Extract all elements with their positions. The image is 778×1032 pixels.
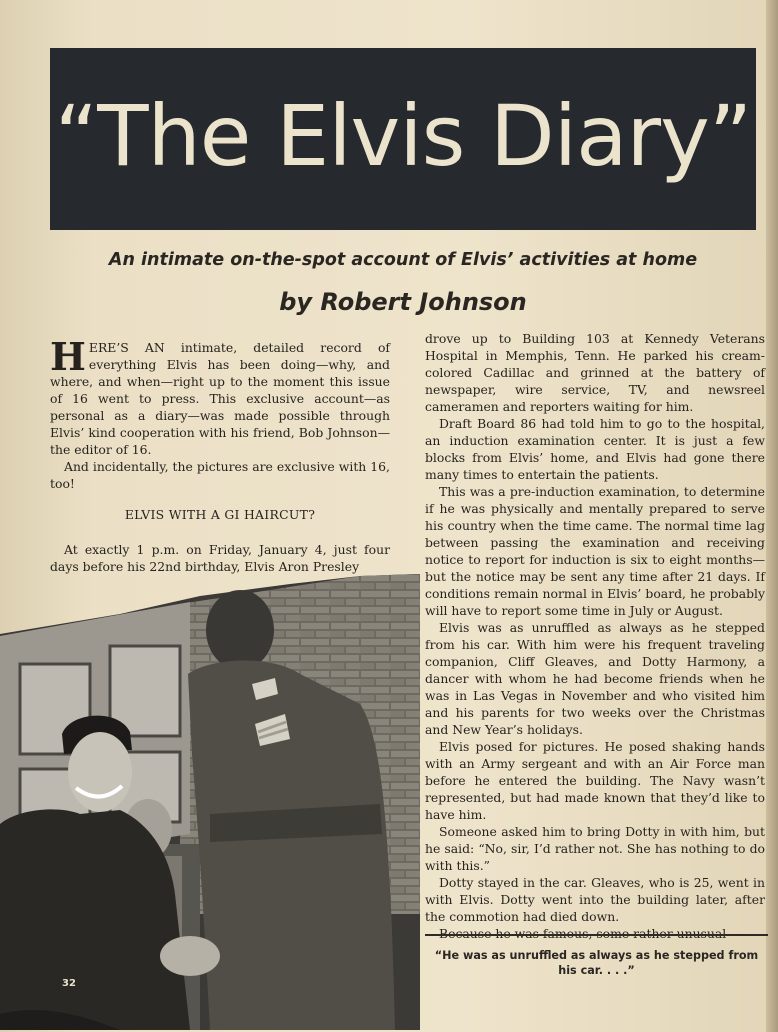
right-paragraph-3: This was a pre-induction examination, to determine if he was physically and mentally prepared to serve his country when the time came. The normal time lag between passing the examination and receiving notice to report for induction is six to eight months—but the notice may be sent any time after 21 days. If conditions remain normal in Elvis’ board, he probably will have to report some time in July or August. <box>425 484 765 618</box>
pullquote-rule <box>425 934 768 936</box>
right-paragraph-6: Someone asked him to bring Dotty in with him, but he said: “No, sir, I’d rather not. She has nothing to do with this.” <box>425 824 765 873</box>
pullquote: “He was as unruffled as always as he stepped from his car. . . .” <box>434 949 759 977</box>
drop-cap: H <box>50 334 86 379</box>
article-title: “The Elvis Diary” <box>54 87 752 185</box>
left-paragraph-1-text: ERE’S AN intimate, detailed record of everything Elvis has been doing—why, and where, and when—right up to the moment this issue of 16 went to press. This exclusive account—as personal as a diary—was made possible through Elvis’ kind cooperation with his friend, Bob Johnson—the editor of 16. <box>50 340 390 457</box>
title-banner <box>50 48 756 230</box>
left-paragraph-2: And incidentally, the pictures are exclusive with 16, too! <box>50 459 390 491</box>
article-photo <box>0 574 420 1030</box>
right-paragraph-5: Elvis posed for pictures. He posed shaking hands with an Army sergeant and with an Air Force man before he entered the building. The Navy wasn’t represented, but had made known that they’d like to have him. <box>425 739 765 822</box>
article-byline: by Robert Johnson <box>279 288 527 316</box>
left-column <box>50 334 390 575</box>
right-paragraph-4: Elvis was as unruffled as always as he stepped from his car. With him were his frequent traveling companion, Cliff Gleaves, and Dotty Harmony, a dancer with whom he had become friends when he was in Las Vegas in November and who visited him and his parents for two weeks over the Christmas and New Year’s holidays. <box>425 620 765 737</box>
left-paragraph-1 <box>50 334 390 458</box>
right-paragraph-7: Dotty stayed in the car. Gleaves, who is 25, went in with Elvis. Dotty went into the building later, after the commotion had died down. <box>425 875 765 924</box>
section-heading: ELVIS WITH A GI HAIRCUT? <box>124 507 316 522</box>
article-subtitle: An intimate on-the-spot account of Elvis’ activities at home <box>108 250 698 270</box>
left-paragraph-3: At exactly 1 p.m. on Friday, January 4, just four days before his 22nd birthday, Elvis Aron Presley <box>50 542 390 574</box>
right-column <box>425 330 765 942</box>
right-paragraph-1: drove up to Building 103 at Kennedy Veterans Hospital in Memphis, Tenn. He parked his cream-colored Cadillac and grinned at the battery of newspaper, wire service, TV, and newsreel cameramen and reporters waiting for him. <box>425 331 765 414</box>
page-spine-edge <box>766 0 778 1032</box>
right-paragraph-2: Draft Board 86 had told him to go to the hospital, an induction examination center. It is just a few blocks from Elvis’ home, and Elvis had gone there many times to entertain the patients. <box>425 416 765 482</box>
right-paragraph-8: Because he was famous, some rather unusual <box>439 926 727 941</box>
photo-illustration <box>0 574 420 1030</box>
page-number: 32 <box>62 978 76 989</box>
